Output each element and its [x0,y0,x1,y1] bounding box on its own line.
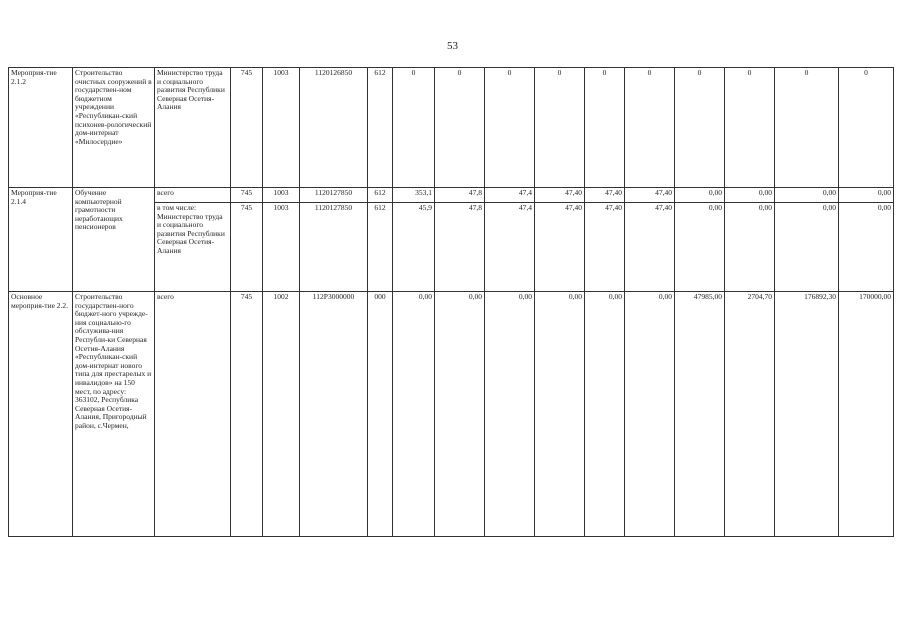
value-cell: 47,8 [435,203,485,292]
value-cell: 0,00 [585,292,625,537]
value-cell: 47,40 [585,188,625,203]
executor-cell: в том числе: Министерство труда и социального развития Республики Северная Осетия-Алания [155,203,231,292]
value-cell: 0,00 [675,188,725,203]
value-cell: 0,00 [535,292,585,537]
value-cell: 0,00 [839,203,894,292]
value-cell: 0,00 [435,292,485,537]
vr-cell: 612 [368,68,393,188]
rzpr-cell: 1002 [263,292,300,537]
csr-cell: 1120126850 [300,68,368,188]
value-cell: 0 [775,68,839,188]
vr-cell: 612 [368,188,393,203]
name-cell: Строительство государствен-ного бюджет-ного учрежде-ния социально-го обслужива-ния Республи-ки Северная Осетия-Алания «Республикан-ский дом-интернат нового типа для престарелых и инвалидов» на 150 мест, по адресу: 363102, Республика Северная Осетия-Алания, Пригородный район, с.Чермен, [73,292,155,537]
name-cell: Обучение компьютерной грамотности неработающих пенсионеров [73,188,155,292]
rzpr-cell: 1003 [263,68,300,188]
value-cell: 45,9 [393,203,435,292]
table-row [9,292,894,537]
value-cell: 47,4 [485,203,535,292]
value-cell: 47,8 [435,188,485,203]
csr-cell: 1120127850 [300,203,368,292]
executor-cell: Министерство труда и социального развития Республики Северная Осетия-Алания [155,68,231,188]
value-cell: 47,40 [535,203,585,292]
value-cell: 47,40 [585,203,625,292]
grbs-cell: 745 [231,68,263,188]
program-cell: Основное мероприя-тие 2.2. [9,292,73,537]
grbs-cell: 745 [231,188,263,203]
value-cell: 353,1 [393,188,435,203]
value-cell: 0,00 [485,292,535,537]
value-cell: 47,40 [535,188,585,203]
csr-cell: 112P3000000 [300,292,368,537]
vr-cell: 000 [368,292,393,537]
value-cell: 0 [625,68,675,188]
value-cell: 0,00 [775,188,839,203]
rzpr-cell: 1003 [263,188,300,203]
value-cell: 2704,70 [725,292,775,537]
value-cell: 0,00 [725,203,775,292]
value-cell: 0 [725,68,775,188]
value-cell: 0 [393,68,435,188]
program-cell: Мероприя-тие 2.1.2 [9,68,73,188]
table-row [9,68,894,188]
executor-cell: всего [155,188,231,203]
value-cell: 0 [839,68,894,188]
budget-table [8,67,894,537]
value-cell: 0 [675,68,725,188]
value-cell: 0 [585,68,625,188]
name-cell: Строительство очистных сооружений в государствен-ном бюджетном учреждении «Республикан-ский психонев-рологический дом-интернат «Милосердие» [73,68,155,188]
vr-cell: 612 [368,203,393,292]
grbs-cell: 745 [231,292,263,537]
value-cell: 0 [535,68,585,188]
value-cell: 176892,30 [775,292,839,537]
value-cell: 0,00 [393,292,435,537]
rzpr-cell: 1003 [263,203,300,292]
table-row [9,188,894,203]
value-cell: 0 [435,68,485,188]
value-cell: 0,00 [675,203,725,292]
value-cell: 0 [485,68,535,188]
value-cell: 0,00 [775,203,839,292]
executor-cell: всего [155,292,231,537]
grbs-cell: 745 [231,203,263,292]
value-cell: 0,00 [625,292,675,537]
value-cell: 0,00 [839,188,894,203]
value-cell: 47,40 [625,188,675,203]
value-cell: 170000,00 [839,292,894,537]
program-cell: Мероприя-тие 2.1.4 [9,188,73,292]
value-cell: 47985,00 [675,292,725,537]
value-cell: 47,4 [485,188,535,203]
csr-cell: 1120127850 [300,188,368,203]
page-number: 53 [447,40,458,52]
value-cell: 47,40 [625,203,675,292]
value-cell: 0,00 [725,188,775,203]
